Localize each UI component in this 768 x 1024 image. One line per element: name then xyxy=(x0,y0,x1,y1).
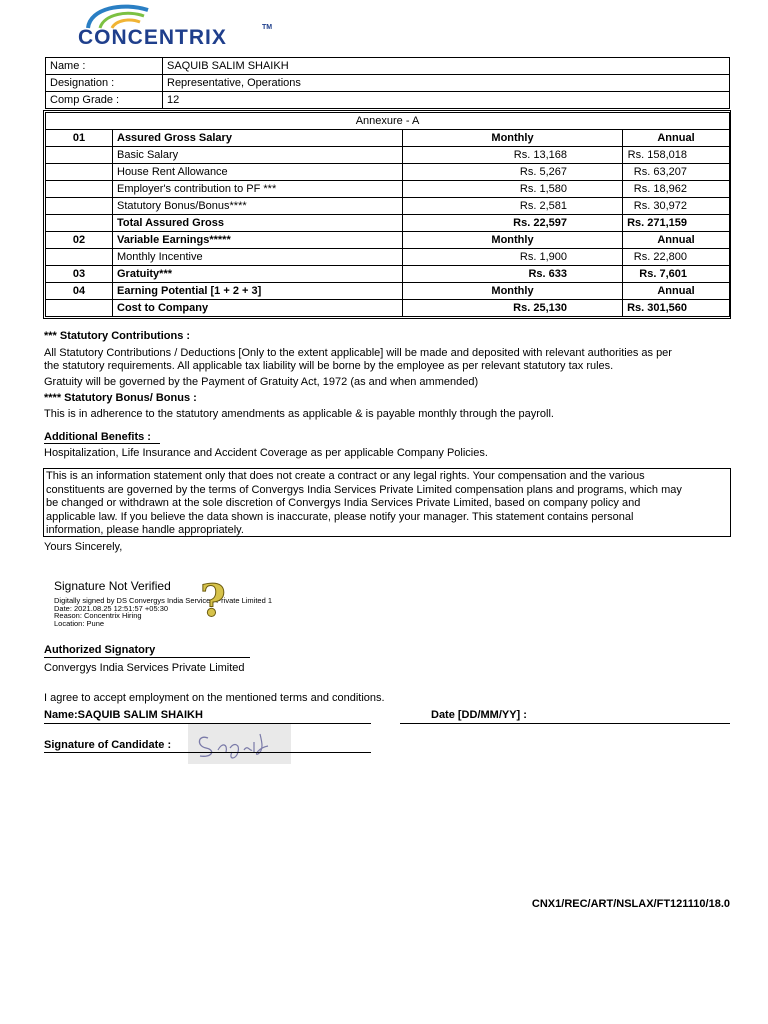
designation-row xyxy=(46,75,730,92)
row-label: Variable Earnings***** xyxy=(113,232,403,249)
row-annual: Rs. 301,560 xyxy=(623,300,730,317)
row-number xyxy=(46,300,113,317)
row-number: 01 xyxy=(46,130,113,147)
signature-details xyxy=(54,597,272,627)
row-annual: Rs. 158,018 xyxy=(623,147,730,164)
row-label: Employer's contribution to PF *** xyxy=(113,181,403,198)
closing-text: Yours Sincerely, xyxy=(44,541,123,553)
annexure-row xyxy=(46,215,730,232)
benefits-underline xyxy=(44,443,160,444)
row-annual: Rs. 271,159 xyxy=(623,215,730,232)
signatory-underline xyxy=(44,657,250,658)
notice-line-3: be changed or withdrawn at the sole discretion of Convergys India Services Private Limited, based on company policy and xyxy=(46,497,641,509)
row-label: Monthly Incentive xyxy=(113,249,403,266)
row-annual: Rs. 30,972 xyxy=(623,198,730,215)
signature-detail-4: Location: Pune xyxy=(54,618,105,628)
row-annual: Annual xyxy=(623,130,730,147)
annexure-row xyxy=(46,249,730,266)
annexure-row xyxy=(46,147,730,164)
benefits-heading: Additional Benefits : xyxy=(44,431,151,443)
row-label: Total Assured Gross xyxy=(113,215,403,232)
row-number xyxy=(46,147,113,164)
designation-value: Representative, Operations xyxy=(163,75,730,92)
annexure-row xyxy=(46,130,730,147)
signatory-company: Convergys India Services Private Limited xyxy=(44,662,245,674)
row-monthly: Monthly xyxy=(403,232,623,249)
row-number xyxy=(46,164,113,181)
date-label: Date [DD/MM/YY] : xyxy=(431,709,527,721)
signature-detail-1: Digitally signed by DS Convergys India Services Private Limited 1 xyxy=(54,596,273,605)
row-monthly: Rs. 633 xyxy=(403,266,623,283)
notice-line-4: applicable law. If you believe the data shown is inaccurate, please notify your manager. This statement contains personal xyxy=(46,510,634,523)
unverified-question-icon: ? xyxy=(200,576,226,627)
name-label: Name : xyxy=(46,58,163,75)
row-annual: Annual xyxy=(623,283,730,300)
row-label: House Rent Allowance xyxy=(113,164,403,181)
logo-trademark: TM xyxy=(262,24,273,31)
signature-status: Signature Not Verified xyxy=(54,579,171,593)
row-monthly: Rs. 1,580 xyxy=(403,181,623,198)
annexure-row xyxy=(46,198,730,215)
statutory-para-2: the statutory requirements. All applicable tax liability will be borne by the employee as per relevant statutory tax rules. xyxy=(44,360,614,372)
row-number xyxy=(46,181,113,198)
annexure-title: Annexure - A xyxy=(46,113,730,130)
logo-wordmark: CONCENTRIX xyxy=(78,26,227,49)
annexure-table xyxy=(45,112,730,317)
statutory-para-3: Gratuity will be governed by the Payment of Gratuity Act, 1972 (as and when ammended) xyxy=(44,376,479,388)
row-annual: Rs. 63,207 xyxy=(623,164,730,181)
statutory-heading: *** Statutory Contributions : xyxy=(44,330,191,342)
date-underline xyxy=(400,723,730,724)
row-annual: Annual xyxy=(623,232,730,249)
information-notice xyxy=(43,468,731,537)
row-number: 02 xyxy=(46,232,113,249)
grade-label: Comp Grade : xyxy=(46,92,163,109)
row-monthly: Rs. 5,267 xyxy=(403,164,623,181)
candidate-name-line: Name:SAQUIB SALIM SHAIKH xyxy=(44,709,203,721)
grade-row xyxy=(46,92,730,109)
benefits-para: Hospitalization, Life Insurance and Accident Coverage as per applicable Company Policies. xyxy=(44,447,488,459)
row-label: Assured Gross Salary xyxy=(113,130,403,147)
row-number xyxy=(46,215,113,232)
bonus-para: This is in adherence to the statutory amendments as applicable & is payable monthly through the payroll. xyxy=(44,408,554,420)
employee-info-table xyxy=(45,57,730,109)
row-label: Basic Salary xyxy=(113,147,403,164)
concentrix-logo xyxy=(78,0,278,48)
signature-underline xyxy=(44,752,371,753)
signature-detail-3: Reason: Concentrix Hiring xyxy=(54,611,142,621)
row-monthly: Monthly xyxy=(403,130,623,147)
annexure-row xyxy=(46,300,730,317)
row-annual: Rs. 18,962 xyxy=(623,181,730,198)
notice-line-2: constituents are governed by the terms of Convergys India Services Private Limited compensation plans and programs, which may xyxy=(46,483,682,496)
row-number: 03 xyxy=(46,266,113,283)
row-annual: Rs. 22,800 xyxy=(623,249,730,266)
row-number xyxy=(46,198,113,215)
name-value: SAQUIB SALIM SHAIKH xyxy=(163,58,730,75)
statutory-para-1: All Statutory Contributions / Deductions [Only to the extent applicable] will be made and deposited with relevant authorities as per xyxy=(44,347,672,359)
notice-line-1: This is an information statement only that does not create a contract or any legal rights. Your compensation and the various xyxy=(46,470,645,482)
annexure-row xyxy=(46,283,730,300)
row-label: Statutory Bonus/Bonus**** xyxy=(113,198,403,215)
annexure-row xyxy=(46,266,730,283)
annexure-row xyxy=(46,232,730,249)
row-monthly: Rs. 2,581 xyxy=(403,198,623,215)
row-monthly: Rs. 1,900 xyxy=(403,249,623,266)
authorized-signatory-title: Authorized Signatory xyxy=(44,644,156,656)
row-monthly: Rs. 13,168 xyxy=(403,147,623,164)
row-label: Cost to Company xyxy=(113,300,403,317)
bonus-heading: **** Statutory Bonus/ Bonus : xyxy=(44,392,197,404)
row-number: 04 xyxy=(46,283,113,300)
handwritten-signature-icon xyxy=(188,724,291,764)
annexure-row xyxy=(46,164,730,181)
row-number xyxy=(46,249,113,266)
designation-label: Designation : xyxy=(46,75,163,92)
candidate-signature-image xyxy=(188,724,291,764)
reference-code: CNX1/REC/ART/NSLAX/FT121110/18.0 xyxy=(531,898,730,910)
row-monthly: Rs. 22,597 xyxy=(403,215,623,232)
candidate-signature-label: Signature of Candidate : xyxy=(44,739,172,751)
row-label: Gratuity*** xyxy=(113,266,403,283)
acceptance-text: I agree to accept employment on the mentioned terms and conditions. xyxy=(44,692,385,704)
name-row xyxy=(46,58,730,75)
row-monthly: Monthly xyxy=(403,283,623,300)
notice-line-5: information, please handle appropriately. xyxy=(46,524,244,536)
row-label: Earning Potential [1 + 2 + 3] xyxy=(113,283,403,300)
grade-value: 12 xyxy=(163,92,730,109)
row-annual: Rs. 7,601 xyxy=(623,266,730,283)
row-monthly: Rs. 25,130 xyxy=(403,300,623,317)
signature-detail-2: Date: 2021.08.25 12:51:57 +05:30 xyxy=(54,603,169,613)
annexure-title-row xyxy=(46,113,730,130)
annexure-row xyxy=(46,181,730,198)
